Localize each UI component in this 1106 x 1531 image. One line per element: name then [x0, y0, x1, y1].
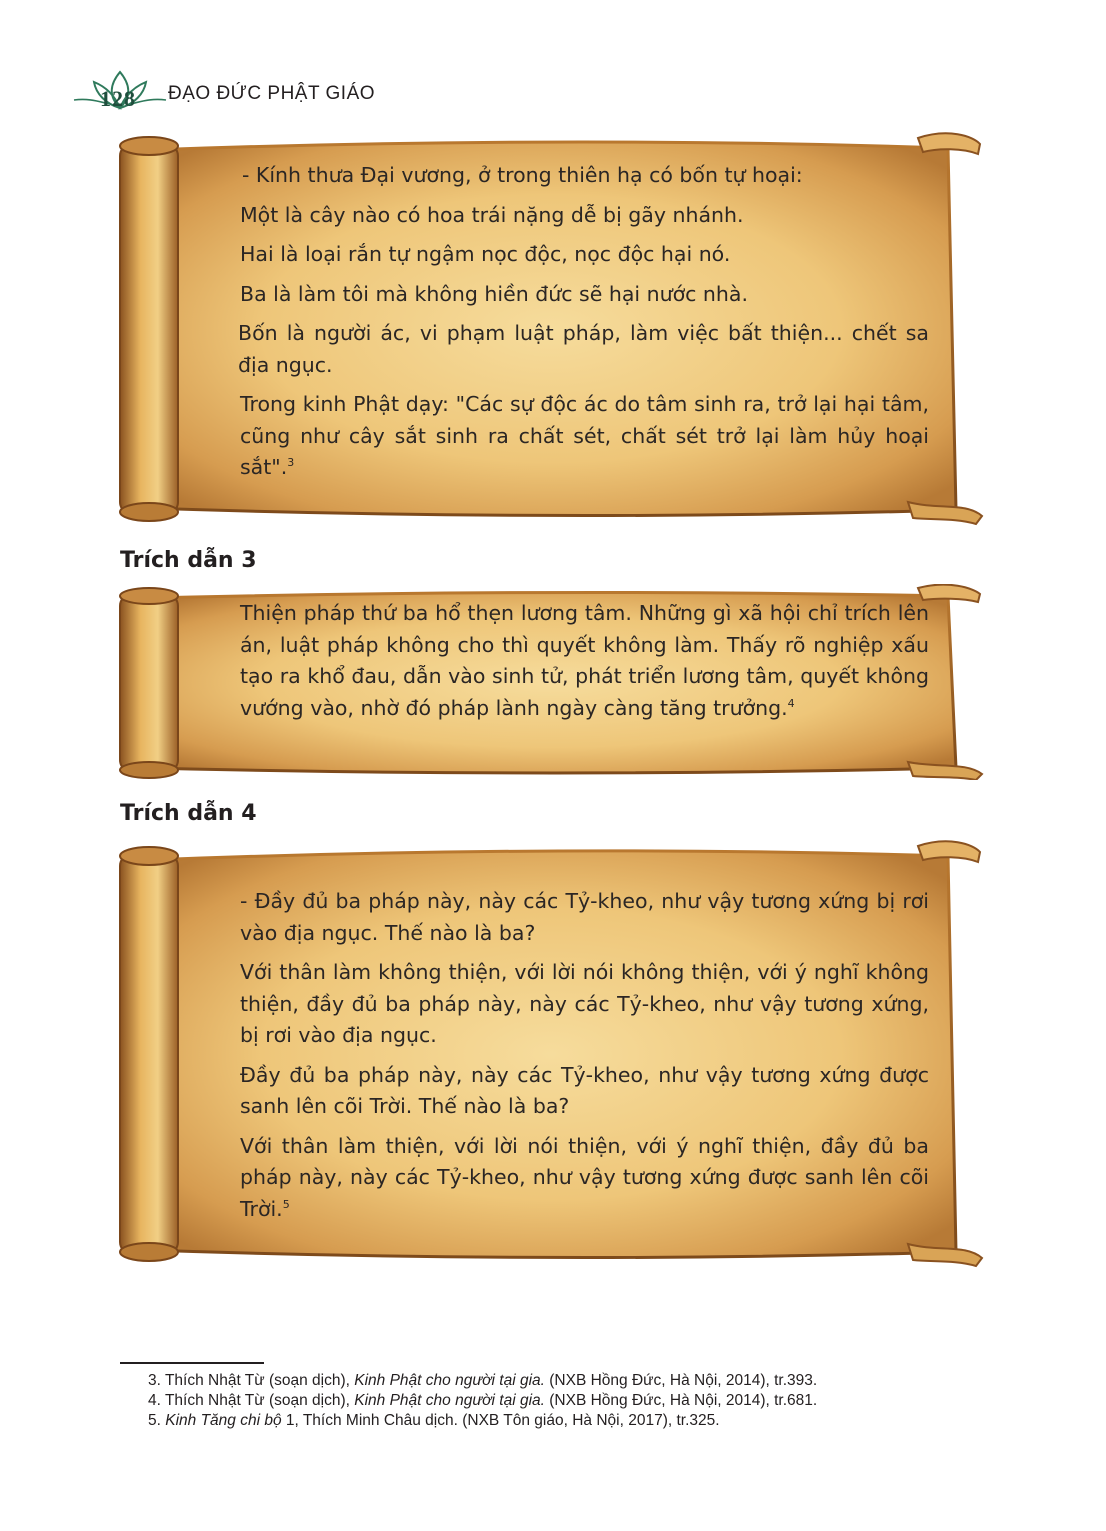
footnote-ref: 5	[282, 1197, 290, 1211]
paragraph	[240, 389, 929, 484]
footnote-publication: 1, Thích Minh Châu dịch. (NXB Tôn giáo, Hà Nội, 2017), tr.325.	[285, 1412, 720, 1429]
scroll-3-text	[240, 886, 929, 1233]
page-number: 128	[100, 86, 136, 111]
page-header	[70, 68, 490, 118]
paragraph: Một là cây nào có hoa trái nặng dễ bị gãy nhánh.	[240, 202, 744, 227]
footnote-author: Thích Nhật Từ (soạn dịch),	[164, 1372, 350, 1389]
paragraph	[240, 598, 929, 724]
paragraph: - Đầy đủ ba pháp này, này các Tỷ-kheo, như vậy tương xứng bị rơi vào địa ngục. Thế nào là ba?	[240, 889, 929, 945]
footnote-publication: (NXB Hồng Đức, Hà Nội, 2014), tr.393.	[549, 1372, 818, 1389]
paragraph: - Kính thưa Đại vương, ở trong thiên hạ có bốn tự hoại:	[242, 163, 803, 187]
paragraph: Bốn là người ác, vi phạm luật pháp, làm việc bất thiện... chết sa địa ngục.	[238, 321, 929, 377]
footnote-title: Kinh Phật cho người tại gia.	[354, 1372, 545, 1389]
footnote-item	[148, 1391, 1008, 1411]
footnote-number: 4.	[148, 1392, 161, 1409]
footnote-divider	[120, 1362, 264, 1364]
footnote-item	[148, 1411, 1008, 1431]
footnote-author: Thích Nhật Từ (soạn dịch),	[164, 1392, 350, 1409]
parchment-scroll-3	[118, 838, 984, 1268]
scroll-1-text	[240, 160, 929, 492]
footnote-publication: (NXB Hồng Đức, Hà Nội, 2014), tr.681.	[549, 1392, 818, 1409]
paragraph: Ba là làm tôi mà không hiền đức sẽ hại nước nhà.	[240, 281, 748, 306]
footnote-title: Kinh Tăng chi bộ	[165, 1412, 282, 1429]
paragraph: Với thân làm không thiện, với lời nói không thiện, với ý nghĩ không thiện, đầy đủ ba pháp này, này các Tỷ-kheo, như vậy tương xứng, bị rơi vào địa ngục.	[240, 960, 929, 1047]
footnotes	[148, 1371, 1008, 1431]
parchment-scroll-2	[118, 584, 984, 780]
parchment-scroll-1	[118, 130, 984, 526]
paragraph-text: Thiện pháp thứ ba hổ thẹn lương tâm. Những gì xã hội chỉ trích lên án, luật pháp không cho thì quyết không làm. Thấy rõ nghiệp xấu tạo ra khổ đau, dẫn vào sinh tử, phát triển lương tâm, quyết không vướng vào, nhờ đó pháp lành ngày càng tăng trưởng.	[240, 601, 929, 720]
footnote-item	[148, 1371, 1008, 1391]
paragraph	[240, 1131, 929, 1226]
paragraph: Đầy đủ ba pháp này, này các Tỷ-kheo, như vậy tương xứng được sanh lên cõi Trời. Thế nào là ba?	[240, 1062, 929, 1118]
footnote-ref: 4	[787, 696, 795, 710]
footnote-title: Kinh Phật cho người tại gia.	[354, 1392, 545, 1409]
footnote-number: 5.	[148, 1412, 161, 1429]
footnote-number: 3.	[148, 1372, 161, 1389]
section-heading-4: Trích dẫn 4	[120, 801, 257, 826]
scroll-2-text	[240, 598, 929, 732]
paragraph-text: Với thân làm thiện, với lời nói thiện, với ý nghĩ thiện, đầy đủ ba pháp này, này các Tỷ-kheo, như vậy tương xứng được sanh lên cõi Trời.	[240, 1133, 929, 1221]
running-title: ĐẠO ĐỨC PHẬT GIÁO	[168, 83, 376, 104]
footnote-ref: 3	[287, 456, 295, 470]
paragraph-text: Trong kinh Phật dạy: "Các sự độc ác do tâm sinh ra, trở lại hại tâm, cũng như cây sắt sinh ra chất sét, chất sét trở lại làm hủy hoại sắt".	[240, 392, 929, 479]
section-heading-3: Trích dẫn 3	[120, 548, 257, 573]
paragraph: Hai là loại rắn tự ngậm nọc độc, nọc độc hại nó.	[240, 242, 731, 266]
